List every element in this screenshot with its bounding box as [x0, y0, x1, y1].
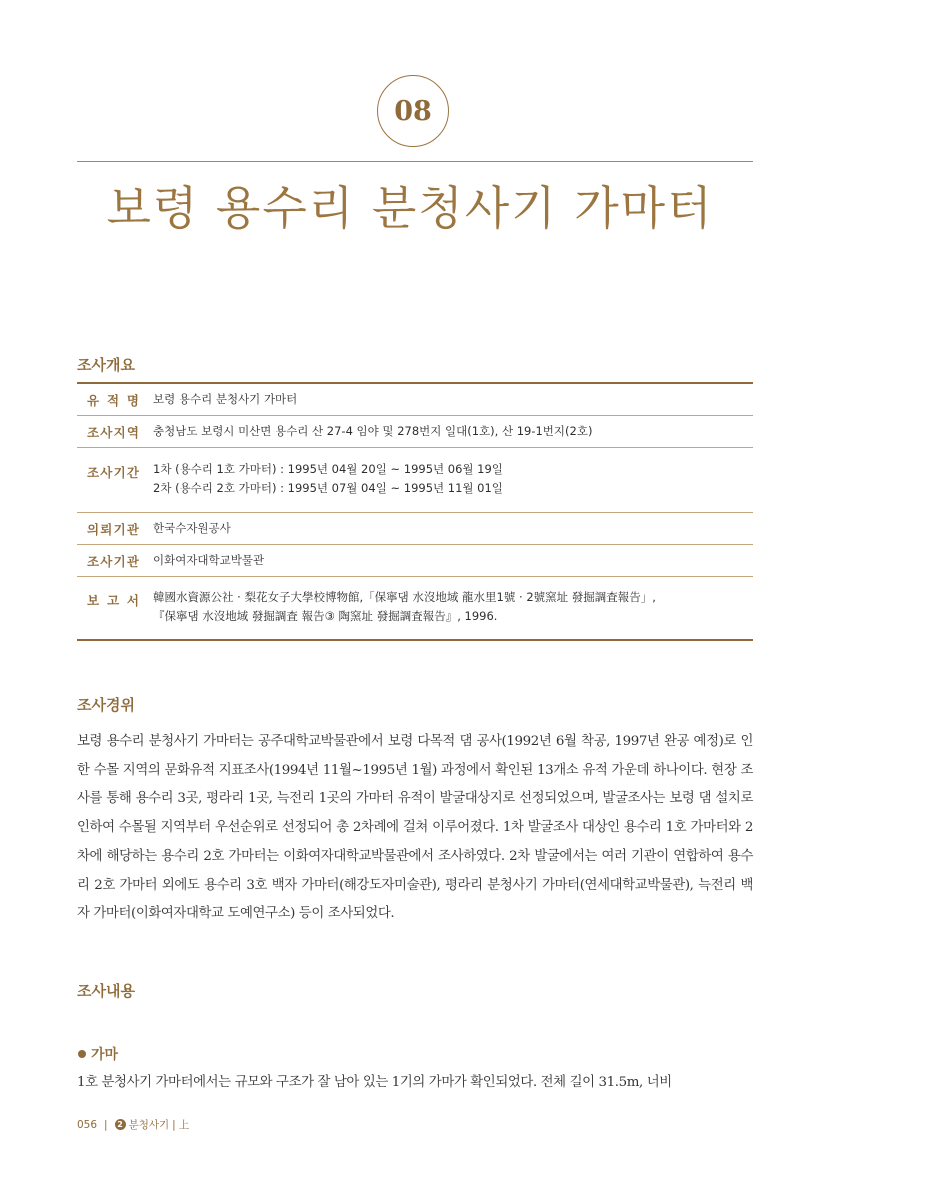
row-value-line: 韓國水資源公社 · 梨花女子大學校博物館,「保寧댐 水沒地域 龍水里1號 · 2號窯址 發掘調査報告」,: [153, 590, 656, 604]
volume-badge-icon: 2: [115, 1119, 126, 1130]
table-row-survey-area: [77, 416, 753, 448]
chapter-number-badge: 08: [377, 75, 449, 147]
row-label: 조 사 기 관: [87, 554, 139, 569]
kiln-paragraph: 1호 분청사기 가마터에서는 규모와 구조가 잘 남아 있는 1기의 가마가 확인되었다. 전체 길이 31.5m, 너비: [77, 1075, 672, 1090]
chapter-divider-line: [77, 161, 753, 162]
book-title: 분청사기: [128, 1119, 170, 1131]
table-row-survey-agency: [77, 545, 753, 577]
table-row-site-name: [77, 384, 753, 416]
content-heading: 조사내용: [77, 982, 135, 1000]
footer-separator: |: [104, 1118, 108, 1131]
table-row-survey-period: [77, 448, 753, 513]
background-paragraph: 보령 용수리 분청사기 가마터는 공주대학교박물관에서 보령 다목적 댐 공사(1992년 6월 착공, 1997년 완공 예정)로 인한 수몰 지역의 문화유적 지표조사(1994년 11월~1995년 1월) 과정에서 확인된 13개소 유적 가운데 하나이다. 현장 조사를 통해 용수리 3곳, 평라리 1곳, 늑전리 1곳의 가마터 유적이 발굴대상지로 선정되었으며, 발굴조사는 보령 댐 설치로 인하여 수몰될 지역부터 우선순위로 선정되어 총 2차례에 걸쳐 이루어졌다. 1차 발굴조사 대상인 용수리 1호 가마터와 2차에 해당하는 용수리 2호 가마터는 이화여자대학교박물관에서 조사하였다. 2차 발굴에서는 여러 기관이 연합하여 용수리 2호 가마터 외에도 용수리 3호 백자 가마터(해강도자미술관), 평라리 분청사기 가마터(연세대학교박물관), 늑전리 백자 가마터(이화여자대학교 도예연구소) 등이 조사되었다.: [77, 734, 753, 922]
kiln-subheading: [78, 1044, 118, 1064]
row-value: 충청남도 보령시 미산면 용수리 산 27-4 임야 및 278번지 일대(1호), 산 19-1번지(2호): [153, 424, 593, 438]
row-value: 보령 용수리 분청사기 가마터: [153, 392, 298, 406]
book-part: 上: [178, 1119, 190, 1131]
row-label: 유 적 명: [87, 393, 139, 408]
page-number: 056: [77, 1118, 98, 1131]
row-label: 조 사 기 간: [87, 465, 139, 480]
page-title: 보령 용수리 분청사기 가마터: [106, 181, 714, 235]
row-label: 의 뢰 기 관: [87, 522, 139, 537]
bullet-icon: [78, 1050, 86, 1058]
table-row-report: [77, 577, 753, 639]
table-row-commissioning-agency: [77, 513, 753, 545]
page-footer: [77, 1117, 189, 1132]
row-value-line: 1차 (용수리 1호 가마터) : 1995년 04월 20일 ~ 1995년 06월 19일: [153, 462, 503, 476]
overview-heading: 조사개요: [77, 356, 135, 374]
row-value: 한국수자원공사: [153, 521, 231, 535]
row-value-line: 『保寧댐 水沒地域 發掘調査 報告③ 陶窯址 發掘調査報告』, 1996.: [153, 609, 498, 623]
footer-separator: |: [172, 1118, 176, 1131]
row-value: 이화여자대학교박물관: [153, 553, 265, 567]
kiln-subheading-label: 가마: [91, 1047, 119, 1063]
overview-table: [77, 382, 753, 641]
row-label: 보 고 서: [87, 593, 139, 608]
row-value-line: 2차 (용수리 2호 가마터) : 1995년 07월 04일 ~ 1995년 11월 01일: [153, 481, 503, 495]
row-label: 조 사 지 역: [87, 425, 139, 440]
background-heading: 조사경위: [77, 696, 135, 714]
